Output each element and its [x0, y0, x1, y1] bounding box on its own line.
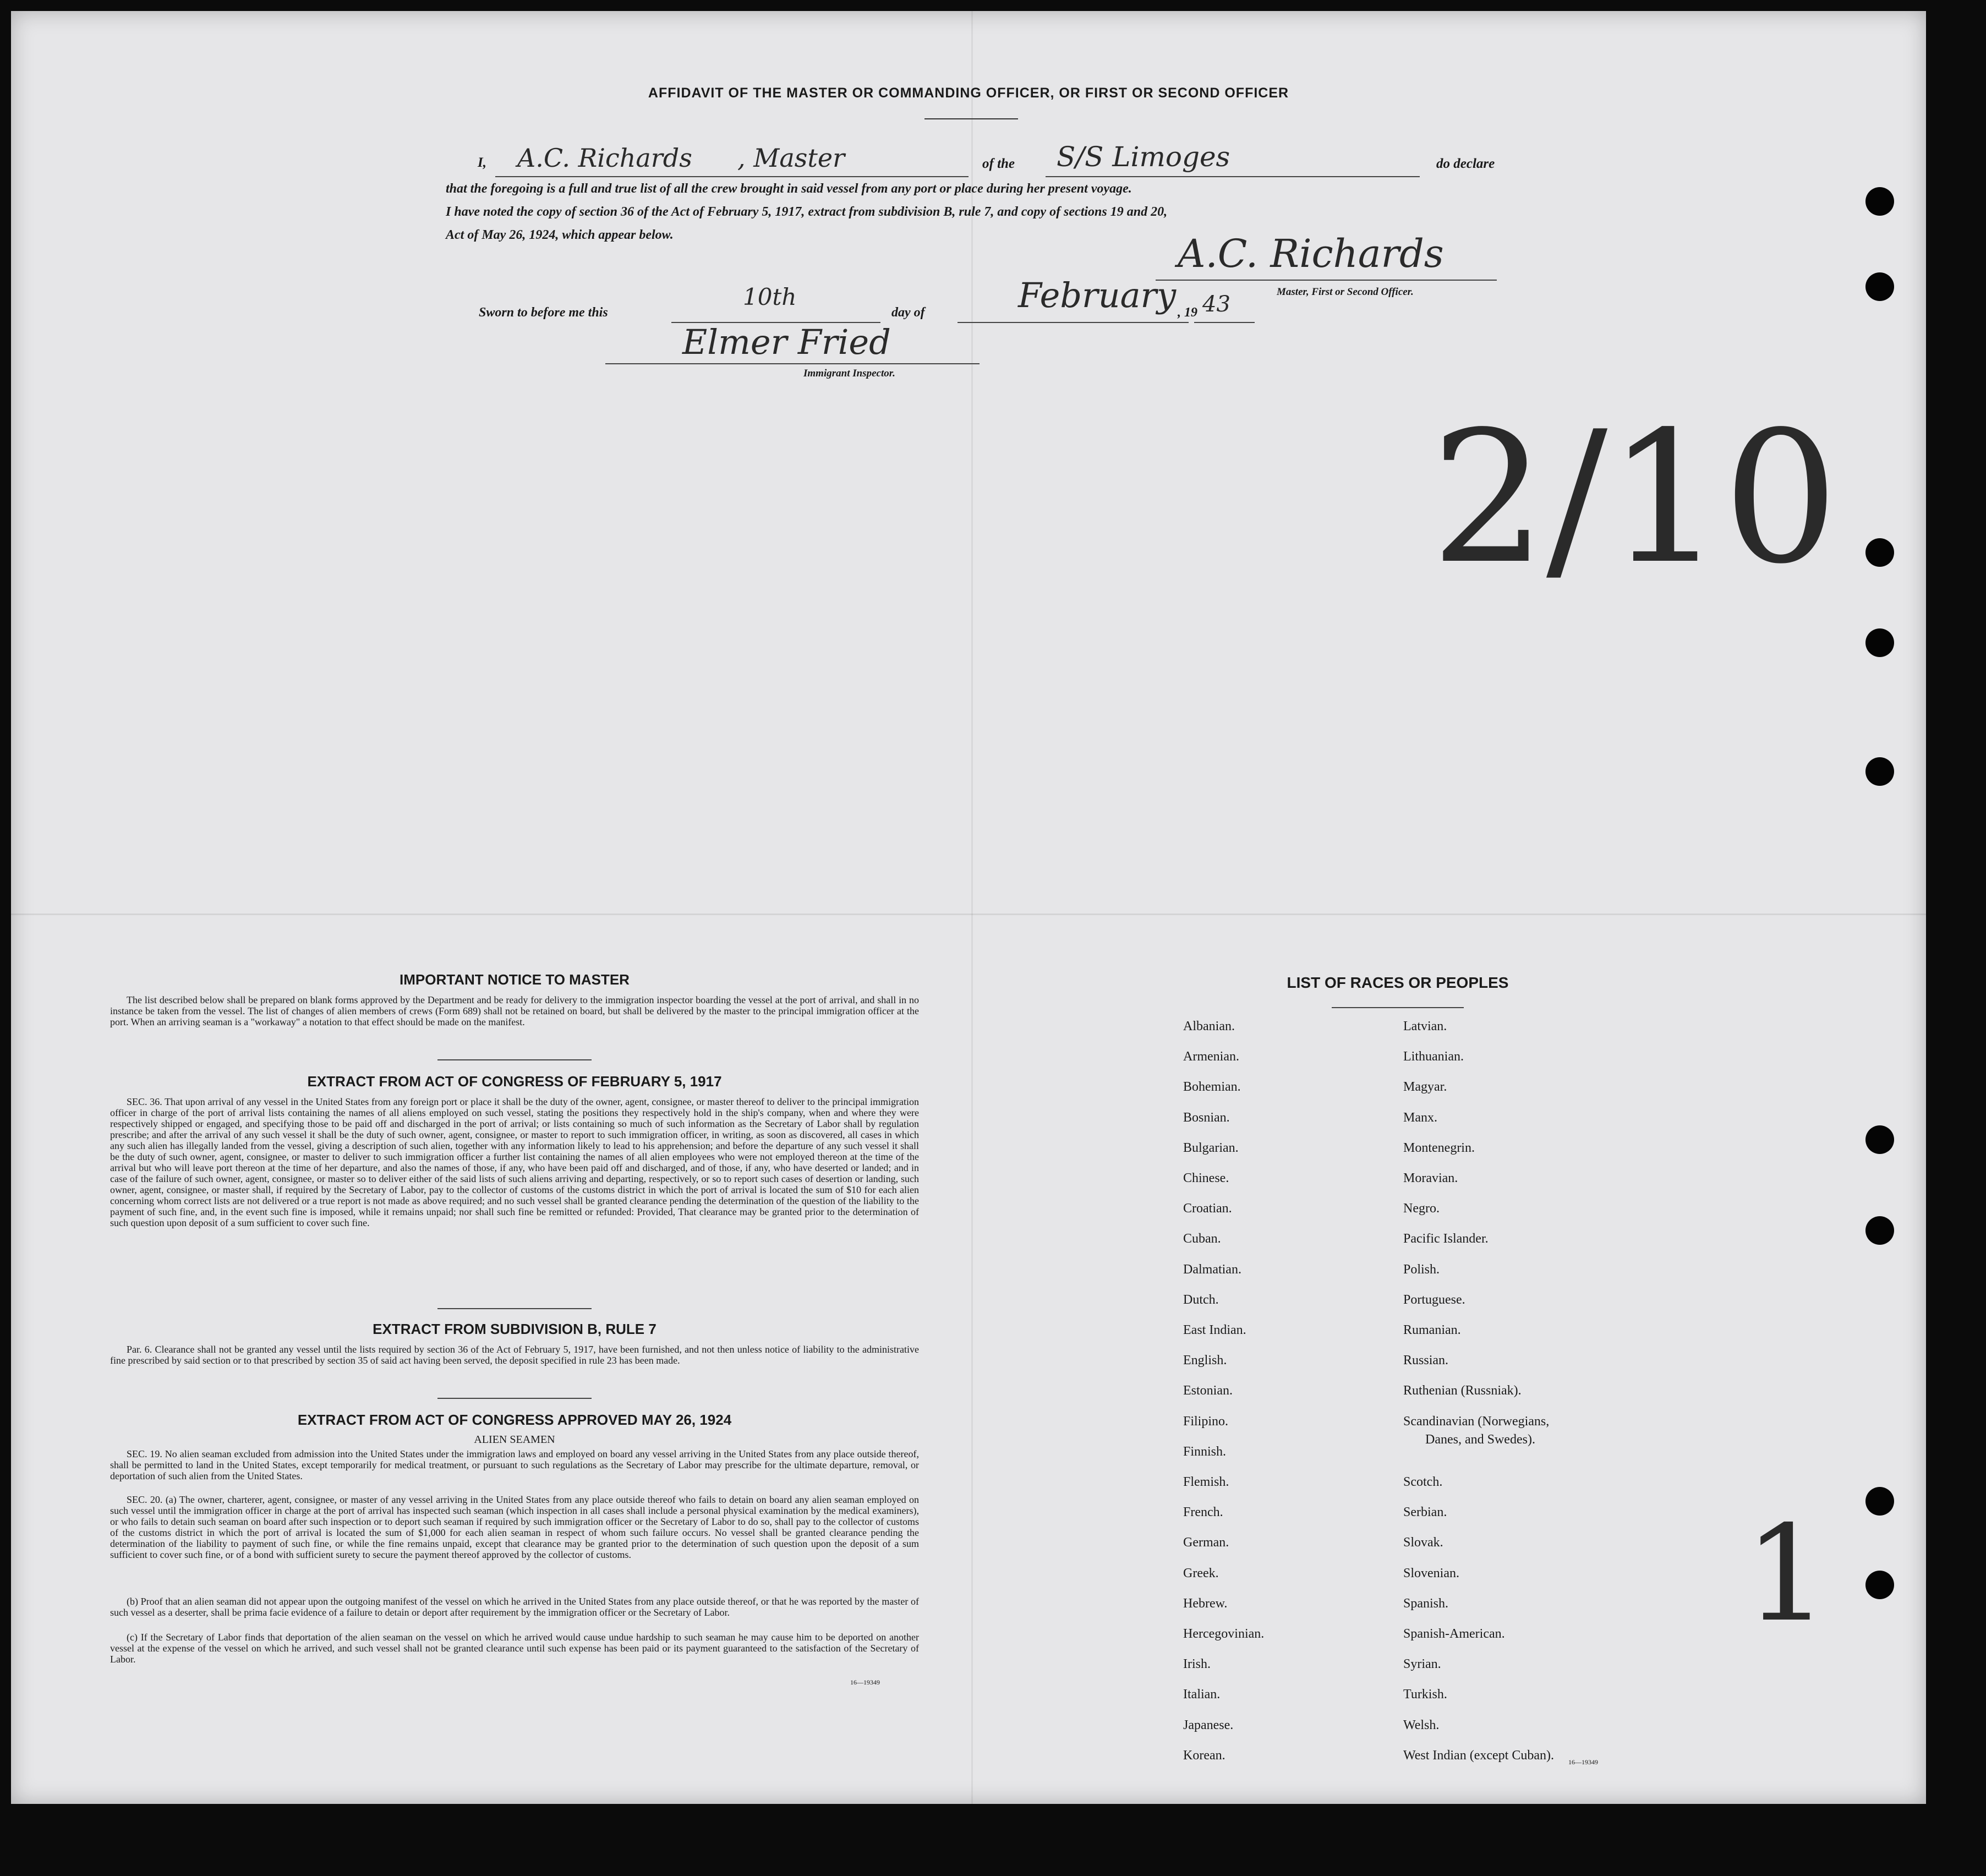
master-name-line: [495, 176, 969, 177]
race-item: Moravian.: [1403, 1171, 1458, 1185]
punch-hole: [1865, 628, 1894, 657]
extract-1924-sec19: SEC. 19. No alien seaman excluded from admission into the United States under the immigration laws and employed on board any vessel arriving in the United States from any place outside thereof, shall be permitted to land in the United States, except temporarily for medical treatment, or pursuant to such regulations as the Secretary of Labor may prescribe for the ultimate departure, removal, or deportation of such alien from the United States.: [110, 1448, 919, 1481]
divider-3: [437, 1398, 592, 1399]
vessel-name-handwritten: S/S Limoges: [1057, 141, 1230, 173]
sworn-month-handwritten: February: [1018, 275, 1177, 315]
race-item: Slovenian.: [1403, 1566, 1459, 1580]
extract-1924-sec20c: (c) If the Secretary of Labor finds that deportation of the alien seaman on the vessel on which he arrived would cause undue hardship to such seaman he may cause him to be deported on another vessel at the expense of the vessel on which he arrived, and such vessel shall not be granted clearance until such expense has been paid or its payment guaranteed to the satisfaction of the Secretary of Labor.: [110, 1632, 919, 1665]
race-item: Finnish.: [1183, 1444, 1227, 1459]
race-item: Hebrew.: [1183, 1596, 1228, 1611]
form-number-right: 16—19349: [1568, 1758, 1598, 1766]
race-item: Korean.: [1183, 1748, 1225, 1763]
race-item: English.: [1183, 1353, 1227, 1368]
fold-line-vertical: [971, 11, 973, 1804]
extract-1924-subtitle: ALIEN SEAMEN: [474, 1434, 555, 1446]
race-item: Magyar.: [1403, 1080, 1447, 1095]
races-divider: [1332, 1007, 1464, 1008]
extract-1924-sec20b: (b) Proof that an alien seaman did not appear upon the outgoing manifest of the vessel on which he arrived in the United States from any place outside thereof, or that he was reported by the master of such vessel as a deserter, shall be prima facie evidence of a failure to detain or deport after requirement by the immigration officer or the Secretary of Labor.: [110, 1596, 919, 1618]
race-item: Danes, and Swedes).: [1425, 1432, 1535, 1447]
race-item: Turkish.: [1403, 1687, 1447, 1702]
race-item: Slovak.: [1403, 1535, 1443, 1550]
race-item: Japanese.: [1183, 1718, 1234, 1732]
race-item: Dalmatian.: [1183, 1262, 1241, 1277]
inspector-signature: Elmer Fried: [682, 322, 891, 362]
race-item: Portuguese.: [1403, 1292, 1465, 1307]
race-item: Irish.: [1183, 1657, 1211, 1672]
affidavit-line-3: I have noted the copy of section 36 of the Act of February 5, 1917, extract from subdivision B, rule 7, and copy of sections 19 and 20,: [446, 205, 1168, 219]
race-item: Ruthenian (Russniak).: [1403, 1383, 1522, 1398]
year-prefix: , 19: [1178, 305, 1197, 320]
race-item: Dutch.: [1183, 1292, 1219, 1307]
race-item: Hercegovinian.: [1183, 1627, 1265, 1641]
affidavit-line-2: that the foregoing is a full and true list of all the crew brought in said vessel from any port or place during her present voyage.: [446, 182, 1132, 196]
handwritten-annotation: 2/10: [1431, 392, 1839, 604]
extract-1917-title: EXTRACT FROM ACT OF CONGRESS OF FEBRUARY 5, 1917: [307, 1073, 722, 1090]
race-item: Manx.: [1403, 1110, 1437, 1125]
of-the-label: of the: [982, 156, 1015, 171]
race-item: Cuban.: [1183, 1232, 1221, 1246]
race-item: West Indian (except Cuban).: [1403, 1748, 1554, 1763]
extract-1924-title: EXTRACT FROM ACT OF CONGRESS APPROVED MAY 26, 1924: [297, 1412, 732, 1428]
race-item: Croatian.: [1183, 1201, 1232, 1216]
race-item: Montenegrin.: [1403, 1140, 1475, 1155]
punch-hole: [1865, 1216, 1894, 1245]
inspector-caption: Immigrant Inspector.: [803, 368, 895, 379]
race-item: Russian.: [1403, 1353, 1449, 1368]
punch-hole: [1865, 272, 1894, 301]
race-item: Bulgarian.: [1183, 1140, 1239, 1155]
race-item: Chinese.: [1183, 1171, 1229, 1185]
divider-1: [437, 1059, 592, 1060]
race-item: Flemish.: [1183, 1475, 1229, 1489]
sworn-year-line: [1194, 322, 1255, 323]
sworn-month-line: [958, 322, 1189, 323]
race-item: Greek.: [1183, 1566, 1219, 1580]
fold-line-horizontal: [11, 914, 1926, 915]
race-item: Estonian.: [1183, 1383, 1233, 1398]
race-item: Armenian.: [1183, 1049, 1239, 1064]
notice-body: The list described below shall be prepared on blank forms approved by the Department and be ready for delivery to the immigration inspector boarding the vessel at the port of arrival, and shall in no instance be taken from the vessel. The list of changes of alien members of crews (Form 689) shall not be retained on board, but shall be delivered by the master to the principal immigration officer at the port. When an arriving seaman is a "workaway" a notation to that effect should be made on the manifest.: [110, 994, 919, 1027]
race-item: French.: [1183, 1505, 1223, 1520]
race-item: Spanish.: [1403, 1596, 1449, 1611]
punch-hole: [1865, 187, 1894, 216]
extract-rule7-title: EXTRACT FROM SUBDIVISION B, RULE 7: [373, 1321, 656, 1337]
signature-caption: Master, First or Second Officer.: [1277, 286, 1414, 298]
race-item: Rumanian.: [1403, 1323, 1461, 1337]
document-page: [11, 11, 1926, 1804]
vessel-name-line: [1046, 176, 1420, 177]
race-item: Polish.: [1403, 1262, 1440, 1277]
affidavit-line-4: Act of May 26, 1924, which appear below.: [446, 228, 674, 242]
race-item: Bohemian.: [1183, 1080, 1241, 1095]
race-item: Serbian.: [1403, 1505, 1447, 1520]
sworn-label: Sworn to before me this: [479, 305, 608, 320]
master-signature-line: [1156, 280, 1497, 281]
affidavit-title: AFFIDAVIT OF THE MASTER OR COMMANDING OFFICER, OR FIRST OR SECOND OFFICER: [648, 85, 1289, 101]
races-title: LIST OF RACES OR PEOPLES: [1287, 974, 1509, 991]
punch-hole: [1865, 757, 1894, 786]
race-item: Syrian.: [1403, 1657, 1441, 1672]
race-item: Albanian.: [1183, 1019, 1235, 1033]
race-item: Lithuanian.: [1403, 1049, 1464, 1064]
day-of-label: day of: [891, 305, 925, 320]
handwritten-margin-mark: 1: [1744, 1497, 1829, 1651]
do-declare-label: do declare: [1436, 156, 1495, 171]
punch-hole: [1865, 1487, 1894, 1516]
inspector-signature-line: [605, 363, 980, 364]
form-number-left: 16—19349: [850, 1678, 880, 1686]
race-item: Scotch.: [1403, 1475, 1443, 1489]
master-title-handwritten: , Master: [737, 143, 845, 173]
notice-title: IMPORTANT NOTICE TO MASTER: [400, 971, 630, 988]
title-rule: [924, 118, 1018, 119]
punch-hole: [1865, 1125, 1894, 1154]
race-item: Scandinavian (Norwegians,: [1403, 1414, 1550, 1429]
race-item: Welsh.: [1403, 1718, 1440, 1732]
master-name-handwritten: A.C. Richards: [517, 143, 692, 173]
extract-rule7-body: Par. 6. Clearance shall not be granted any vessel until the lists required by section 36 of the Act of February 5, 1917, have been furnished, and not then unless notice of liability to the administrative fine prescribed by said section or to that prescribed by section 35 of said act having been served, the deposit specified in rule 23 has been made.: [110, 1344, 919, 1366]
divider-2: [437, 1308, 592, 1309]
race-item: Italian.: [1183, 1687, 1221, 1702]
race-item: Bosnian.: [1183, 1110, 1230, 1125]
affidavit-i-label: I,: [478, 155, 486, 170]
race-item: Latvian.: [1403, 1019, 1447, 1033]
race-item: Filipino.: [1183, 1414, 1229, 1429]
race-item: Spanish-American.: [1403, 1627, 1505, 1641]
sworn-year-handwritten: 43: [1202, 292, 1230, 317]
extract-1924-sec20a: SEC. 20. (a) The owner, charterer, agent, consignee, or master of any vessel arriving in the United States from any place outside thereof who fails to detain on board any alien seaman employed on such vessel until the immigration officer in charge at the port of arrival has inspected such seaman (which inspection in all cases shall include a personal physical examination by the medical examiners), or who fails to detain such seaman on board after such inspection or to deport such seaman if required by such immigration officer or the Secretary of Labor to do so, shall pay to the collector of customs of the customs district in which the port of arrival is located the sum of $1,000 for each alien seaman in respect of whom such failure occurs. No vessel shall be granted clearance pending the determination of the liability to payment of such fine, or while the fine remains unpaid, except that clearance may be granted prior to the determination of such question upon the deposit of a sum sufficient to cover such fine, or of a bond with sufficient surety to secure the payment thereof approved by the collector of customs.: [110, 1494, 919, 1560]
race-item: East Indian.: [1183, 1323, 1246, 1337]
race-item: Negro.: [1403, 1201, 1440, 1216]
punch-hole: [1865, 538, 1894, 567]
punch-hole: [1865, 1571, 1894, 1599]
extract-1917-body: SEC. 36. That upon arrival of any vessel in the United States from any foreign port or place it shall be the duty of the owner, agent, consignee, or master thereof to deliver to the principal immigration officer in charge of the port of arrival lists containing the names of all aliens employed on such vessel, stating the positions they respectively hold in the ship's company, when and where they were respectively shipped or engaged, and specifying those to be paid off and discharged in the port of arrival; or lists containing so much of such information as the Secretary of Labor shall by regulation prescribe; and after the arrival of any such vessel it shall be the duty of such owner, agent, consignee, or master to report to such immigration officer, in writing, as soon as discovered, all cases in which any such alien has illegally landed from the vessel, giving a description of such alien, together with any information likely to lead to his apprehension; and before the departure of any such vessel it shall be the duty of such owner, agent, consignee, or master to deliver to such immigration officer a further list containing the names of all alien employees who were not employed thereon at the time of the arrival but who will leave port thereon at the time of her departure, and also the names of those, if any, who have been paid off and discharged, and of those, if any, who have deserted or landed; and in case of the failure of such owner, agent, consignee, or master so to deliver either of the said lists of such aliens arriving and departing, respectively, or so to report such cases of desertion or landing, such owner, agent, consignee, or master shall, if required by the Secretary of Labor, pay to the collector of customs of the customs district in which the port of arrival is located the sum of $10 for each alien concerning whom correct lists are not delivered or a true report is not made as above required; and no such vessel shall be granted clearance pending the determination of the question of the liability to the payment of such fine, and, in the event such fine is imposed, while it remains unpaid; nor shall such fine be remitted or refunded: Provided, That clearance may be granted prior to the determination of such question upon deposit of a sum sufficient to cover such fine.: [110, 1096, 919, 1228]
sworn-day-handwritten: 10th: [743, 283, 797, 310]
master-signature: A.C. Richards: [1178, 231, 1444, 276]
race-item: German.: [1183, 1535, 1229, 1550]
race-item: Pacific Islander.: [1403, 1232, 1489, 1246]
